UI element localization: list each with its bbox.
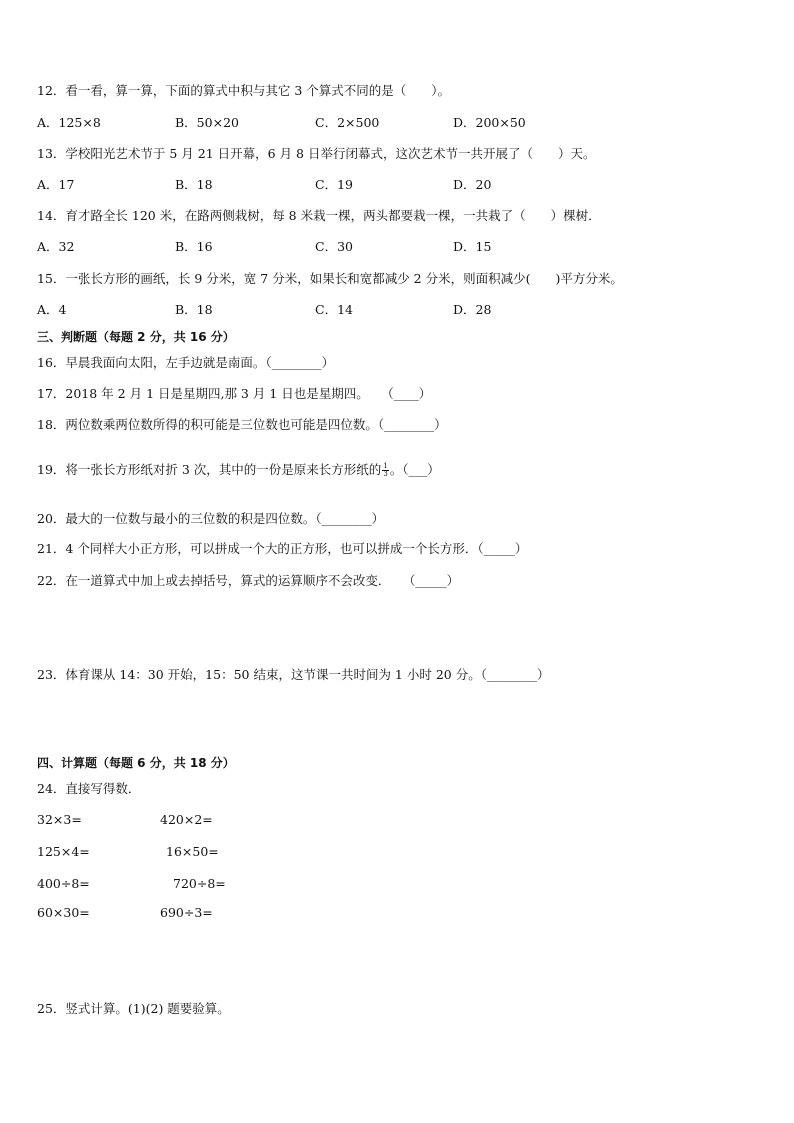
- q12-option-d: D．200×50: [453, 115, 526, 130]
- q14-option-c: C．30: [315, 239, 353, 254]
- q14-option-b: B．16: [175, 239, 213, 254]
- fraction-one-third: $\frac{1}{3}$: [383, 462, 388, 478]
- q19-text: 19．将一张长方形纸对折 3 次，其中的一份是原来长方形纸的: [37, 462, 382, 477]
- question-16: 16．早晨我面向太阳，左手边就是南面。（________）: [37, 355, 335, 370]
- question-22: 22．在一道算式中加上或去掉括号，算式的运算顺序不会改变． （_____）: [37, 573, 460, 588]
- calc-item: 60×30=: [37, 905, 90, 920]
- question-18: 18．两位数乘两位数所得的积可能是三位数也可能是四位数。（________）: [37, 417, 447, 432]
- calc-item: 690÷3=: [160, 905, 213, 920]
- q13-option-b: B．18: [175, 177, 213, 192]
- question-19: [37, 462, 440, 478]
- q15-option-a: A．4: [37, 302, 67, 317]
- calc-item: 16×50=: [166, 844, 219, 859]
- question-24-title: 24．直接写得数．: [37, 781, 141, 796]
- q15-option-c: C．14: [315, 302, 353, 317]
- question-12: 12．看一看，算一算，下面的算式中积与其它 3 个算式不同的是（ ）。: [37, 83, 451, 98]
- q15-option-d: D．28: [453, 302, 492, 317]
- calc-item: 400÷8=: [37, 876, 90, 891]
- calc-item: 125×4=: [37, 844, 90, 859]
- q13-option-d: D．20: [453, 177, 492, 192]
- question-15: 15．一张长方形的画纸，长 9 分米，宽 7 分米，如果长和宽都减少 2 分米，则面积减少( )平方分米。: [37, 271, 623, 286]
- question-23: 23．体育课从 14：30 开始，15：50 结束，这节课一共时间为 1 小时 20 分。（________）: [37, 667, 550, 682]
- calc-item: 720÷8=: [173, 876, 226, 891]
- question-20: 20．最大的一位数与最小的三位数的积是四位数。（________）: [37, 511, 385, 526]
- q13-option-c: C．19: [315, 177, 353, 192]
- q13-option-a: A．17: [37, 177, 75, 192]
- section-3-heading: 三、判断题（每题 2 分，共 16 分）: [37, 330, 235, 344]
- q12-option-c: C．2×500: [315, 115, 380, 130]
- question-25: 25．竖式计算。(1)(2) 题要验算。: [37, 1001, 230, 1016]
- q14-option-a: A．32: [37, 239, 75, 254]
- question-17: 17．2018 年 2 月 1 日是星期四,那 3 月 1 日也是星期四。 （____）: [37, 386, 432, 401]
- calc-item: 420×2=: [160, 812, 213, 827]
- question-13: 13．学校阳光艺术节于 5 月 21 日开幕，6 月 8 日举行闭幕式，这次艺术节一共开展了（ ）天。: [37, 146, 596, 161]
- q19-answer-blank: 。（___）: [389, 462, 440, 477]
- q14-option-d: D．15: [453, 239, 492, 254]
- question-21: 21．4 个同样大小正方形，可以拼成一个大的正方形，也可以拼成一个长方形．（_____）: [37, 541, 528, 556]
- question-14: 14．育才路全长 120 米，在路两侧栽树，每 8 米栽一棵，两头都要栽一棵，一共栽了（ ）棵树．: [37, 208, 601, 223]
- section-4-heading: 四、计算题（每题 6 分，共 18 分）: [37, 756, 235, 770]
- q15-option-b: B．18: [175, 302, 213, 317]
- calc-item: 32×3=: [37, 812, 82, 827]
- q12-option-b: B．50×20: [175, 115, 239, 130]
- q12-option-a: A．125×8: [37, 115, 101, 130]
